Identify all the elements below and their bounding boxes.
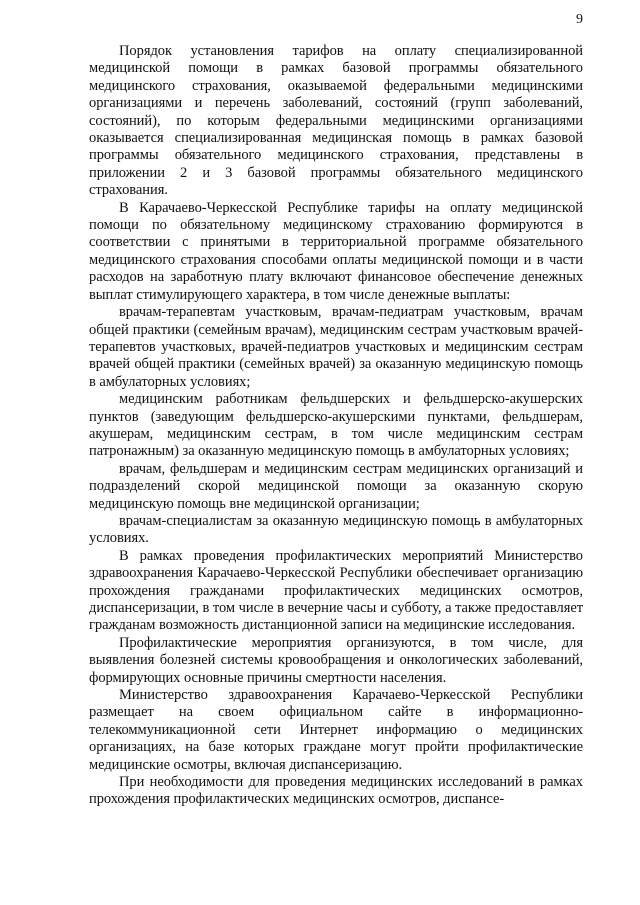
body-text (89, 43, 583, 809)
paragraph-emergency-care: врачам, фельдшерам и медицинским сестрам медицинских организаций и подразделений скорой медицинской помощи за оказанную скорую медицинскую помощь вне медицинской организации; (89, 460, 583, 512)
paragraph-tariff-procedure: Порядок установления тарифов на оплату специализированной медицинской помощи в рамках базовой программы обязательного медицинского страхования, оказываемой федеральными медицинскими организациями и перечень заболеваний, состояний (групп заболеваний, состояний), по которым федеральными медицинскими организациями оказывается специализированная медицинская помощь в рамках базовой программы обязательного медицинского страхования, представлены в приложении 2 и 3 базовой программы обязательного медицинского страхования. (89, 43, 583, 199)
paragraph-preventive-measures: В рамках проведения профилактических мероприятий Министерство здравоохранения Карачаево-Черкесской Республики обеспечивает организацию прохождения гражданами профилактических медицинских осмотров, диспансеризации, в том числе в вечерние часы и субботу, а также предоставляет гражданам возможность дистанционной записи на медицинские исследования. (89, 547, 583, 634)
paragraph-feldsher-points: медицинским работникам фельдшерских и фельдшерско-акушерских пунктов (заведующим фельдшерско-акушерскими пунктами, фельдшерам, акушерам, медицинским сестрам, в том числе медицинским сестрам патронажным) за оказанную медицинскую помощь в амбулаторных условиях; (89, 391, 583, 460)
page-number: 9 (576, 12, 583, 27)
paragraph-preventive-organization: Профилактические мероприятия организуются, в том числе, для выявления болезней системы кровообращения и онкологических заболеваний, формирующих основные причины смертности населения. (89, 634, 583, 686)
paragraph-district-doctors: врачам-терапевтам участковым, врачам-педиатрам участковым, врачам общей практики (семейным врачам), медицинским сестрам участковым врачей-терапевтов участковых, врачей-педиатров участковых и медицинским сестрам врачей общей практики (семейных врачей) за оказанную медицинскую помощь в амбулаторных условиях; (89, 304, 583, 390)
paragraph-ministry-website: Министерство здравоохранения Карачаево-Черкесской Республики размещает на своем официальном сайте в информационно-телекоммуникационной сети Интернет информацию о медицинских организациях, на базе которых граждане могут пройти профилактические медицинские осмотры, включая диспансеризацию. (89, 687, 583, 773)
paragraph-medical-research: При необходимости для проведения медицинских исследований в рамках прохождения профилактических медицинских осмотров, диспансе- (89, 774, 583, 808)
paragraph-specialists: врачам-специалистам за оказанную медицинскую помощь в амбулаторных условиях. (89, 512, 583, 547)
paragraph-kchr-tariffs: В Карачаево-Черкесской Республике тарифы на оплату медицинской помощи по обязательному медицинскому страхованию формируются в соответствии с принятыми в территориальной программе обязательного медицинского страхования способами оплаты медицинской помощи и в части расходов на заработную плату включают финансовое обеспечение денежных выплат стимулирующего характера, в том числе денежные выплаты: (89, 199, 583, 303)
